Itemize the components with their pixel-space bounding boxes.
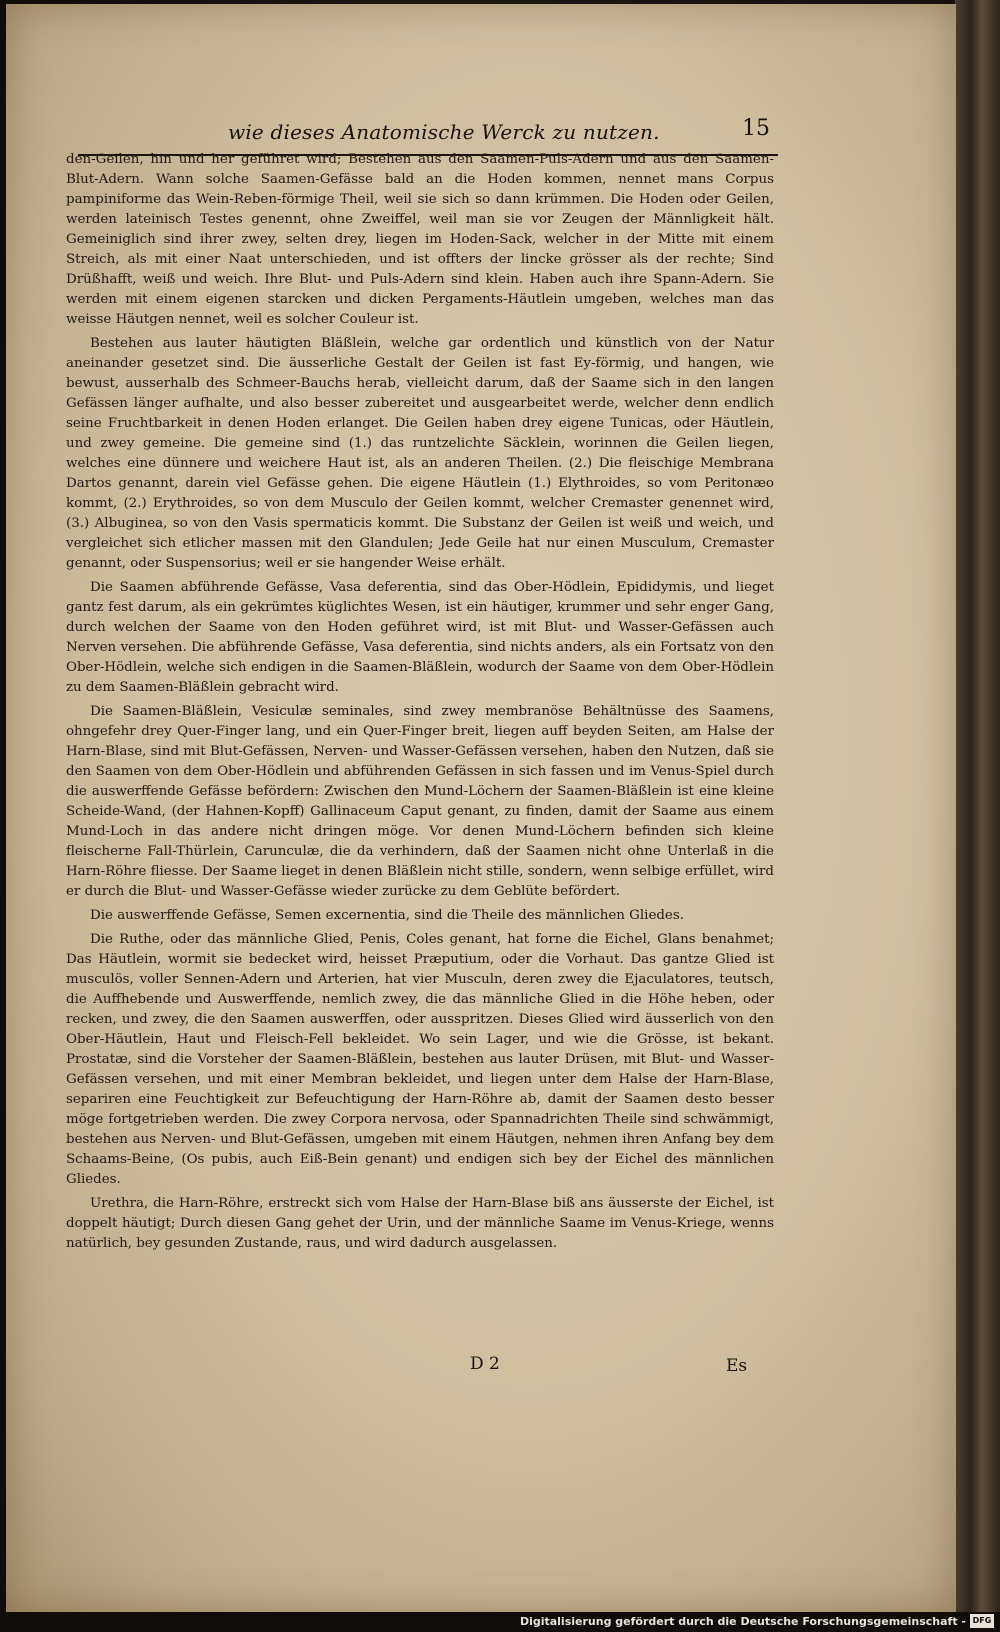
body-text (66, 150, 774, 1365)
paragraph: Bestehen aus lauter häutigten Bläßlein, welche gar ordentlich und künstlich von der Natur aneinander gesetzet sind. Die äusserliche Gestalt der Geilen ist fast Ey-förmig, und hangen, wie bewust, ausserhalb des Schmeer-Bauchs herab, vielleicht darum, daß der Saame sich in den langen Gefässen länger aufhalte, und also besser zubereitet und ausgearbeitet werde, welcher denn endlich seine Fruchtbarkeit in denen Hoden erlanget. Die Geilen haben drey eigene Tunicas, oder Häutlein, und zwey gemeine. Die gemeine sind (1.) das runtzelichte Säcklein, worinnen die Geilen liegen, welches eine dünnere und weichere Haut ist, als an anderen Theilen. (2.) Die fleischige Membrana Dartos genannt, darein viel Gefässe gehen. Die eigene Häutlein (1.) Elythroides, so vom Peritonæo kommt, (2.) Erythroides, so von dem Musculo der Geilen kommt, welcher Cremaster genennet wird, (3.) Albuginea, so von den Vasis spermaticis kommt. Die Substanz der Geilen ist weiß und weich, und vergleichet sich etlicher massen mit den Glandulen; Jede Geile hat nur einen Musculum, Cremaster genannt, oder Suspensorius; weil er sie hangender Weise erhält. (66, 336, 774, 571)
catchword: Es (726, 1356, 748, 1376)
signature-mark: D 2 (470, 1354, 500, 1374)
paragraph: Die Saamen-Bläßlein, Vesiculæ seminales, sind zwey membranöse Behältnüsse des Saamens, ohngefehr drey Quer-Finger lang, und ein Quer-Finger breit, liegen auff beyden Seiten, am Halse der Harn-Blase, sind mit Blut-Gefässen, Nerven- und Wasser-Gefässen versehen, haben den Nutzen, daß sie den Saamen von dem Ober-Hödlein und abführenden Gefässen in sich fassen und im Venus-Spiel durch die auswerffende Gefässe befördern: Zwischen den Mund-Löchern der Saamen-Bläßlein ist eine kleine Scheide-Wand, (der Hahnen-Kopff) Gallinaceum Caput genant, zu finden, damit der Saame aus einem Mund-Loch in das andere nicht dringen möge. Vor denen Mund-Löchern befinden sich kleine fleischerne Fall-Thürlein, Carunculæ, die da verhindern, daß der Saamen nicht ohne Unterlaß in die Harn-Röhre fliesse. Der Saame lieget in denen Bläßlein nicht stille, sondern, wenn selbige erfüllet, wird er durch die Blut- und Wasser-Gefässe wieder zurücke zu dem Geblüte befördert. (66, 704, 774, 899)
paragraph: Die Saamen abführende Gefässe, Vasa deferentia, sind das Ober-Hödlein, Epididymis, und lieget gantz fest darum, als ein gekrümtes küglichtes Wesen, ist ein häutiger, krummer und sehr enger Gang, durch welchen der Saame von den Hoden geführet wird, ist mit Blut- und Wasser-Gefässen auch Nerven versehen. Die abführende Gefässe, Vasa deferentia, sind nichts anders, als ein Fortsatz von den Ober-Hödlein, welche sich endigen in die Saamen-Bläßlein, wodurch der Saame von dem Ober-Hödlein zu dem Saamen-Bläßlein gebracht wird. (66, 580, 774, 695)
running-title: wie dieses Anatomische Werck zu nutzen. (228, 120, 660, 144)
book-edge (955, 0, 1000, 1632)
paragraph: Die Ruthe, oder das männliche Glied, Penis, Coles genant, hat forne die Eichel, Glans benahmet; Das Häutlein, wormit sie bedecket wird, heisset Præputium, oder die Vorhaut. Das gantze Glied ist musculös, voller Sennen-Adern und Arterien, hat vier Musculn, deren zwey die Ejaculatores, teutsch, die Auffhebende und Auswerffende, nemlich zwey, die das männliche Glied in die Höhe heben, oder recken, und zwey, die den Saamen auswerffen, oder ausspritzen. Dieses Glied wird äusserlich von den Ober-Häutlein, Haut und Fleisch-Fell bekleidet. Wo sein Lager, und wie die Grösse, ist bekant. Prostatæ, sind die Vorsteher der Saamen-Bläßlein, bestehen aus lauter Drüsen, mit Blut- und Wasser-Gefässen versehen, und mit einer Membran bekleidet, und liegen unter dem Halse der Harn-Blase, separiren eine Feuchtigkeit zur Befeuchtigung der Harn-Röhre ab, damit der Saamen desto besser möge fortgetrieben werden. Die zwey Corpora nervosa, oder Spannadrichten Theile sind schwämmigt, bestehen aus Nerven- und Blut-Gefässen, umgeben mit einem Häutgen, nehmen ihren Anfang bey dem Schaams-Beine, (Os pubis, auch Eiß-Bein genant) und endigen sich bey der Eichel des männlichen Gliedes. (66, 932, 774, 1187)
digitization-credit: Digitalisierung gefördert durch die Deutsche Forschungsgemeinschaft - (519, 1615, 966, 1628)
paragraph: den-Geilen, hin und her geführet wird; Bestehen aus den Saamen-Puls-Adern und aus den Saamen-Blut-Adern. Wann solche Saamen-Gefässe bald an die Hoden kommen, nennet mans Corpus pampiniforme das Wein-Reben-förmige Theil, weil sie sich so dann krümmen. Die Hoden oder Geilen, werden lateinisch Testes genennt, ohne Zweiffel, weil man sie vor Zeugen der Männligkeit hält. Gemeiniglich sind ihrer zwey, selten drey, liegen im Hoden-Sack, welcher in der Mitte mit einem Streich, als mit einer Naat unterschieden, und ist offters der lincke grösser als der rechte; Sind Drüßhafft, weiß und weich. Ihre Blut- und Puls-Adern sind klein. Haben auch ihre Spann-Adern. Sie werden mit einem eigenen starcken und dicken Pergaments-Häutlein umgeben, welches man das weisse Häutgen nennet, weil es solcher Couleur ist. (66, 152, 774, 327)
paragraph: Die auswerffende Gefässe, Semen excernentia, sind die Theile des männlichen Gliedes. (90, 908, 684, 923)
paragraph: Urethra, die Harn-Röhre, erstreckt sich vom Halse der Harn-Blase biß ans äusserste der Eichel, ist doppelt häutigt; Durch diesen Gang gehet der Urin, und der männliche Saame im Venus-Kriege, wenns natürlich, bey gesunden Zustande, raus, und wird dadurch ausgelassen. (66, 1196, 774, 1251)
page-number: 15 (742, 116, 770, 141)
dfg-logo: DFG (970, 1614, 994, 1628)
